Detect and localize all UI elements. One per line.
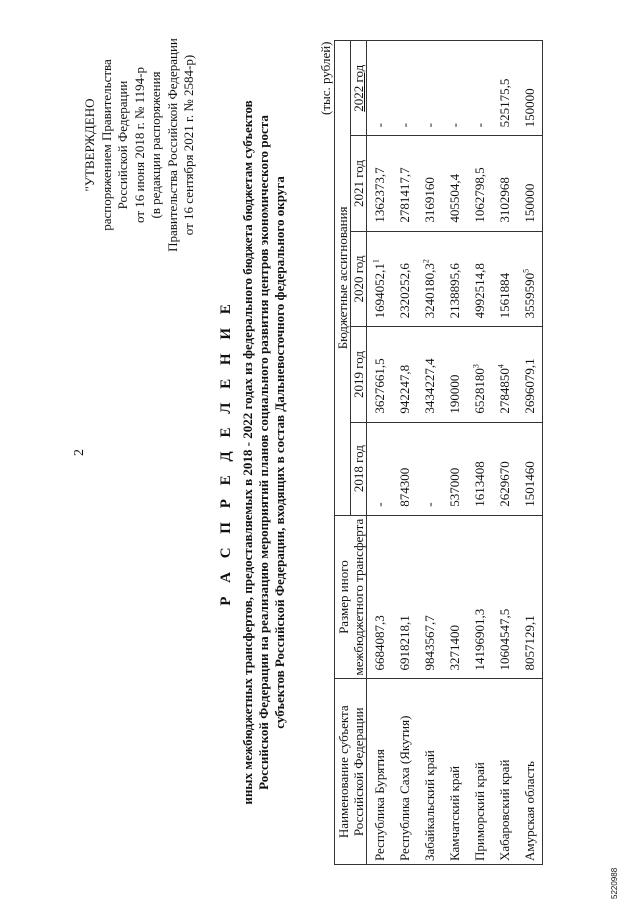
transfer-total: 6684087,3 <box>367 515 393 679</box>
approval-line: распоряжением Правительства <box>98 59 114 231</box>
subject-name: Камчатский край <box>442 679 467 865</box>
table-row <box>517 41 543 865</box>
transfer-total: 14196901,3 <box>467 515 492 679</box>
value-2020: 2320252,6 <box>392 231 417 327</box>
header-transfer-size: Размер иного межбюджетного трансферта <box>335 515 367 679</box>
value-2019: 3434227,4 <box>417 327 442 422</box>
footnote-mark: 2 <box>421 259 431 264</box>
header-year: 2019 год <box>351 327 367 422</box>
subject-name: Республика Бурятия <box>367 679 393 865</box>
value-2021: 3102968 <box>492 136 517 231</box>
approval-line: от 16 сентября 2021 г. № 2584-р) <box>181 54 196 236</box>
page-number: 2 <box>72 449 87 456</box>
header-allocations: Бюджетные ассигнования <box>335 41 351 516</box>
value-2018: 537000 <box>442 422 467 515</box>
value-2022: - <box>467 41 492 136</box>
allocation-table <box>334 40 543 865</box>
value-2019: 3627661,5 <box>367 327 393 422</box>
subject-name: Хабаровский край <box>492 679 517 865</box>
approval-stamp <box>82 25 198 265</box>
footnote-mark: 5 <box>521 268 531 273</box>
value-2018: 1501460 <box>517 422 543 515</box>
value-2022: - <box>417 41 442 136</box>
footnote-mark: 3 <box>471 364 481 369</box>
table-row <box>442 41 467 865</box>
transfer-total: 3271400 <box>442 515 467 679</box>
transfer-total: 8057129,1 <box>517 515 543 679</box>
value-2021: 405504,4 <box>442 136 467 231</box>
approval-line: "УТВЕРЖДЕНО <box>82 98 97 192</box>
value-2021: 150000 <box>517 136 543 231</box>
subject-name: Забайкальский край <box>417 679 442 865</box>
value-2019: 2784850$^4$ <box>492 327 517 422</box>
value-2022: 525175,5 <box>492 41 517 136</box>
value-2020: 3240180,3$^2$ <box>417 231 442 327</box>
table-row <box>492 41 517 865</box>
approval-line: (в редакции распоряжения <box>148 71 163 219</box>
value-2022: - <box>367 41 393 136</box>
value-2021: 2781417,7 <box>392 136 417 231</box>
header-subject: Наименование субъекта Российской Федерации <box>335 679 367 865</box>
value-2022: - <box>442 41 467 136</box>
subtitle-line: субъектов Российской Федерации, входящих в состав Дальневосточного федерального округа <box>272 176 287 729</box>
transfer-total: 9843567,7 <box>417 515 442 679</box>
value-2020: 1561884 <box>492 231 517 327</box>
approval-line: от 16 июня 2018 г. № 1194-р <box>131 67 147 223</box>
document-title: Р А С П Р Е Д Е Л Е Н И Е <box>218 299 234 606</box>
header-year: 2020 год <box>351 231 367 327</box>
document-subtitle <box>240 40 288 865</box>
header-year: 2022 год <box>351 41 367 136</box>
approval-line: Правительства Российской Федерации <box>164 38 180 252</box>
header-year: 2021 год <box>351 136 367 231</box>
value-2018: 2629670 <box>492 422 517 515</box>
footnote-mark: 4 <box>496 364 506 369</box>
table-row <box>467 41 492 865</box>
value-2021: 3169160 <box>417 136 442 231</box>
value-2021: 1362373,7 <box>367 136 393 231</box>
table-row <box>367 41 393 865</box>
value-2020: 3559590$^5$ <box>517 231 543 327</box>
subject-name: Амурская область <box>517 679 543 865</box>
approval-line: Российской Федерации <box>115 80 130 210</box>
subject-name: Республика Саха (Якутия) <box>392 679 417 865</box>
value-2018: - <box>367 422 393 515</box>
header-year: 2018 год <box>351 422 367 515</box>
value-2020: 1694052,1$^1$ <box>367 231 393 327</box>
value-2019: 190000 <box>442 327 467 422</box>
table-row <box>417 41 442 865</box>
value-2018: 874300 <box>392 422 417 515</box>
value-2019: 942247,8 <box>392 327 417 422</box>
value-2020: 2138895,6 <box>442 231 467 327</box>
subject-name: Приморский край <box>467 679 492 865</box>
value-2019: 6528180$^3$ <box>467 327 492 422</box>
document-code: 5220988 <box>610 867 619 899</box>
value-2018: - <box>417 422 442 515</box>
units-label: (тыс. рублей) <box>318 41 333 115</box>
table-row <box>392 41 417 865</box>
value-2021: 1062798,5 <box>467 136 492 231</box>
value-2018: 1613408 <box>467 422 492 515</box>
value-2020: 4992514,8 <box>467 231 492 327</box>
value-2019: 2696079,1 <box>517 327 543 422</box>
value-2022: 150000 <box>517 41 543 136</box>
subtitle-line: Российской Федерации на реализацию мероприятий планов социального развития центров экономического роста <box>256 115 271 790</box>
value-2022: - <box>392 41 417 136</box>
transfer-total: 10604547,5 <box>492 515 517 679</box>
footnote-mark: 1 <box>371 259 381 264</box>
transfer-total: 6918218,1 <box>392 515 417 679</box>
subtitle-line: иных межбюджетных трансфертов, предоставляемых в 2018 - 2022 годах из федерального бюджета бюджетам субъектов <box>240 100 255 805</box>
